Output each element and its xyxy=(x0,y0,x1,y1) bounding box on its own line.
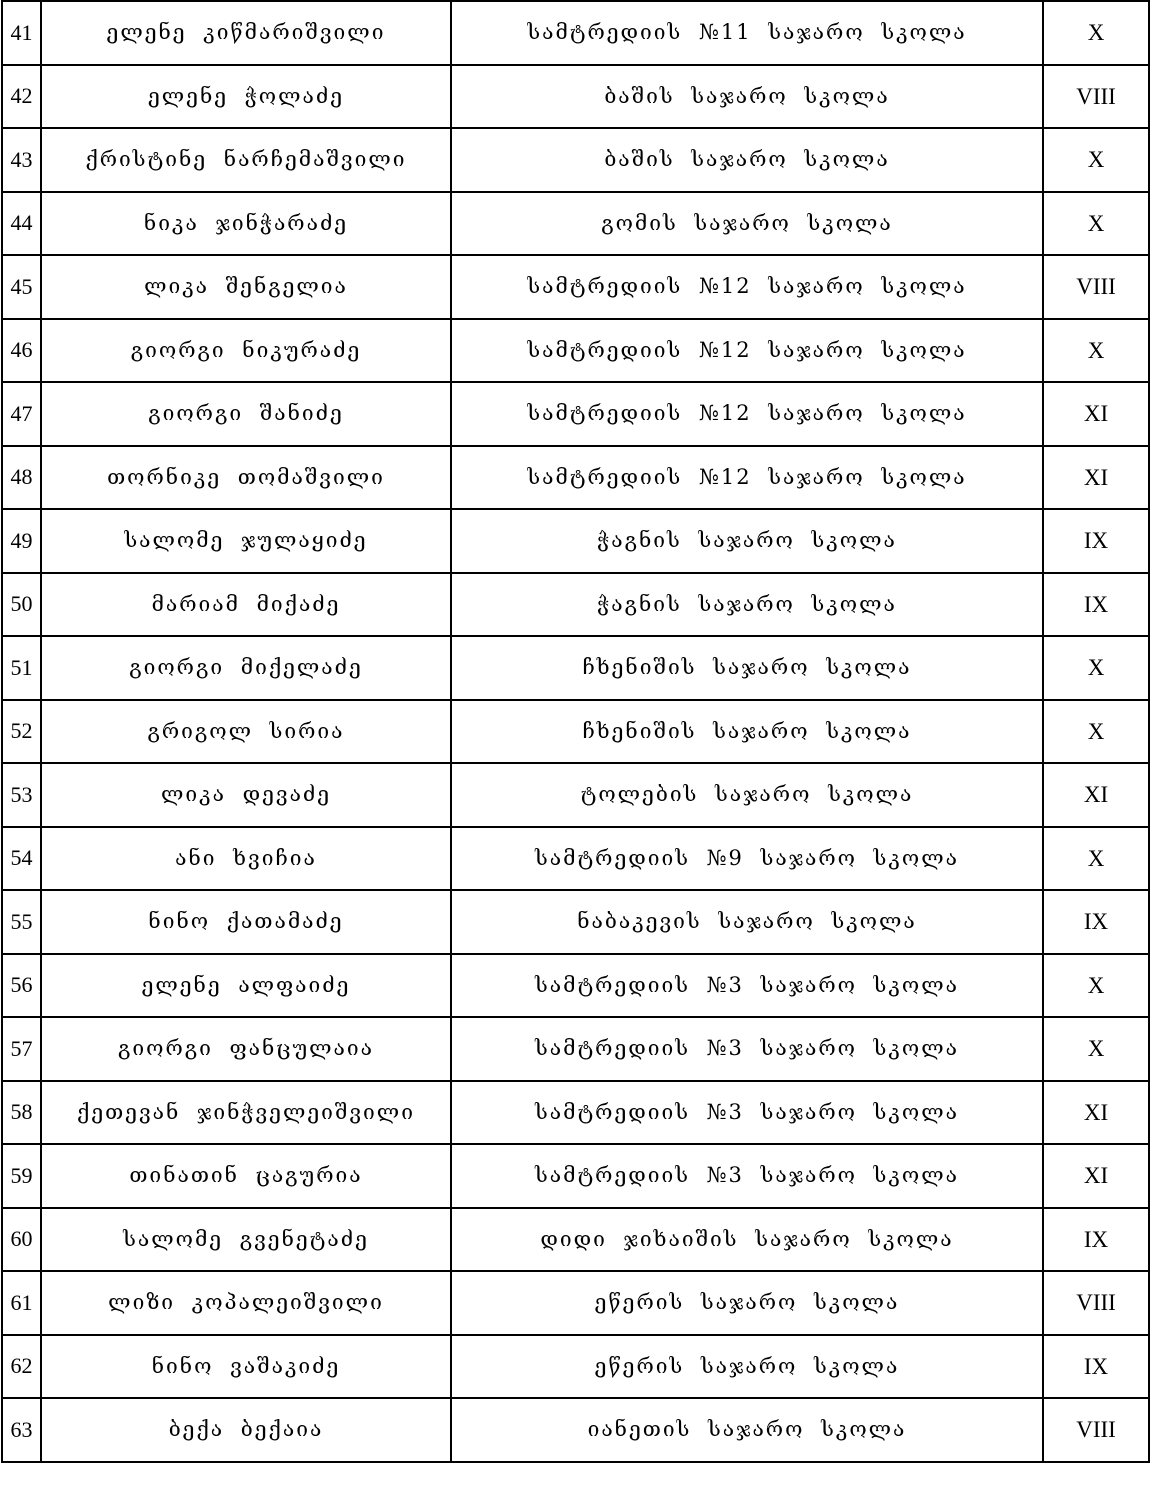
grade: X xyxy=(1043,700,1149,764)
table-row xyxy=(2,1017,1149,1081)
grade: IX xyxy=(1043,890,1149,954)
student-name: ქეთევან ჯინჭველეიშვილი xyxy=(41,1081,451,1145)
table-row xyxy=(2,700,1149,764)
student-name: ნიკა ჯინჭარაძე xyxy=(41,192,451,256)
student-name: ლიკა შენგელია xyxy=(41,255,451,319)
row-number: 42 xyxy=(2,65,41,129)
school-name: სამტრედიის №12 საჯარო სკოლა xyxy=(451,382,1043,446)
grade: X xyxy=(1043,954,1149,1018)
school-name: იანეთის საჯარო სკოლა xyxy=(451,1398,1043,1462)
row-number: 57 xyxy=(2,1017,41,1081)
student-name: ნინო ქათამაძე xyxy=(41,890,451,954)
row-number: 41 xyxy=(2,1,41,65)
school-name: ეწერის საჯარო სკოლა xyxy=(451,1271,1043,1335)
table-row xyxy=(2,1,1149,65)
school-name: სამტრედიის №12 საჯარო სკოლა xyxy=(451,255,1043,319)
grade: XI xyxy=(1043,1144,1149,1208)
table-row xyxy=(2,65,1149,129)
row-number: 58 xyxy=(2,1081,41,1145)
table-row xyxy=(2,1144,1149,1208)
row-number: 44 xyxy=(2,192,41,256)
student-name: ნინო ვაშაკიძე xyxy=(41,1335,451,1399)
student-name: ანი ხვიჩია xyxy=(41,827,451,891)
row-number: 51 xyxy=(2,636,41,700)
student-name: ლიზი კოპალეიშვილი xyxy=(41,1271,451,1335)
grade: X xyxy=(1043,1017,1149,1081)
row-number: 47 xyxy=(2,382,41,446)
grade: X xyxy=(1043,636,1149,700)
school-name: ბაშის საჯარო სკოლა xyxy=(451,128,1043,192)
grade: IX xyxy=(1043,1208,1149,1272)
row-number: 62 xyxy=(2,1335,41,1399)
student-name: გიორგი მიქელაძე xyxy=(41,636,451,700)
table-row xyxy=(2,1335,1149,1399)
table-row xyxy=(2,382,1149,446)
grade: X xyxy=(1043,192,1149,256)
school-name: სამტრედიის №11 საჯარო სკოლა xyxy=(451,1,1043,65)
school-name: ჩხენიშის საჯარო სკოლა xyxy=(451,636,1043,700)
grade: XI xyxy=(1043,446,1149,510)
grade: IX xyxy=(1043,1335,1149,1399)
row-number: 59 xyxy=(2,1144,41,1208)
grade: XI xyxy=(1043,382,1149,446)
school-name: სამტრედიის №3 საჯარო სკოლა xyxy=(451,1017,1043,1081)
table-row xyxy=(2,763,1149,827)
table-row xyxy=(2,636,1149,700)
row-number: 63 xyxy=(2,1398,41,1462)
student-name: ლიკა დევაძე xyxy=(41,763,451,827)
row-number: 43 xyxy=(2,128,41,192)
grade: X xyxy=(1043,319,1149,383)
table-row xyxy=(2,319,1149,383)
student-name: ქრისტინე ნარჩემაშვილი xyxy=(41,128,451,192)
student-name: სალომე გვენეტაძე xyxy=(41,1208,451,1272)
school-name: ეწერის საჯარო სკოლა xyxy=(451,1335,1043,1399)
grade: VIII xyxy=(1043,1271,1149,1335)
table-row xyxy=(2,890,1149,954)
grade: IX xyxy=(1043,573,1149,637)
table-row xyxy=(2,255,1149,319)
school-name: ჭაგნის საჯარო სკოლა xyxy=(451,509,1043,573)
row-number: 53 xyxy=(2,763,41,827)
table-row xyxy=(2,1081,1149,1145)
grade: X xyxy=(1043,128,1149,192)
row-number: 56 xyxy=(2,954,41,1018)
participants-table-body xyxy=(2,1,1149,1462)
school-name: ჭაგნის საჯარო სკოლა xyxy=(451,573,1043,637)
grade: VIII xyxy=(1043,255,1149,319)
student-name: თინათინ ცაგურია xyxy=(41,1144,451,1208)
grade: XI xyxy=(1043,1081,1149,1145)
student-name: ელენე ალფაიძე xyxy=(41,954,451,1018)
table-row xyxy=(2,573,1149,637)
row-number: 49 xyxy=(2,509,41,573)
table-row xyxy=(2,1271,1149,1335)
school-name: ბაშის საჯარო სკოლა xyxy=(451,65,1043,129)
row-number: 60 xyxy=(2,1208,41,1272)
school-name: სამტრედიის №3 საჯარო სკოლა xyxy=(451,1144,1043,1208)
school-name: სამტრედიის №12 საჯარო სკოლა xyxy=(451,319,1043,383)
row-number: 54 xyxy=(2,827,41,891)
table-row xyxy=(2,509,1149,573)
row-number: 52 xyxy=(2,700,41,764)
table-row xyxy=(2,446,1149,510)
grade: XI xyxy=(1043,763,1149,827)
student-name: გიორგი შანიძე xyxy=(41,382,451,446)
school-name: ჩხენიშის საჯარო სკოლა xyxy=(451,700,1043,764)
student-name: გიორგი ფანცულაია xyxy=(41,1017,451,1081)
school-name: დიდი ჯიხაიშის საჯარო სკოლა xyxy=(451,1208,1043,1272)
student-name: თორნიკე თომაშვილი xyxy=(41,446,451,510)
student-name: მარიამ მიქაძე xyxy=(41,573,451,637)
table-row xyxy=(2,954,1149,1018)
participants-table xyxy=(1,0,1150,1463)
grade: IX xyxy=(1043,509,1149,573)
school-name: ტოლების საჯარო სკოლა xyxy=(451,763,1043,827)
row-number: 50 xyxy=(2,573,41,637)
school-name: სამტრედიის №3 საჯარო სკოლა xyxy=(451,954,1043,1018)
row-number: 48 xyxy=(2,446,41,510)
table-row xyxy=(2,827,1149,891)
table-row xyxy=(2,192,1149,256)
row-number: 61 xyxy=(2,1271,41,1335)
school-name: ნაბაკევის საჯარო სკოლა xyxy=(451,890,1043,954)
student-name: ბექა ბექაია xyxy=(41,1398,451,1462)
table-row xyxy=(2,128,1149,192)
row-number: 46 xyxy=(2,319,41,383)
grade: X xyxy=(1043,827,1149,891)
student-name: გრიგოლ სირია xyxy=(41,700,451,764)
school-name: სამტრედიის №12 საჯარო სკოლა xyxy=(451,446,1043,510)
grade: VIII xyxy=(1043,65,1149,129)
table-row xyxy=(2,1398,1149,1462)
student-name: გიორგი ნიკურაძე xyxy=(41,319,451,383)
row-number: 55 xyxy=(2,890,41,954)
school-name: გომის საჯარო სკოლა xyxy=(451,192,1043,256)
row-number: 45 xyxy=(2,255,41,319)
school-name: სამტრედიის №9 საჯარო სკოლა xyxy=(451,827,1043,891)
school-name: სამტრედიის №3 საჯარო სკოლა xyxy=(451,1081,1043,1145)
grade: VIII xyxy=(1043,1398,1149,1462)
grade: X xyxy=(1043,1,1149,65)
table-row xyxy=(2,1208,1149,1272)
student-name: ელენე ჭოლაძე xyxy=(41,65,451,129)
student-name: ელენე კიწმარიშვილი xyxy=(41,1,451,65)
student-name: სალომე ჯულაყიძე xyxy=(41,509,451,573)
